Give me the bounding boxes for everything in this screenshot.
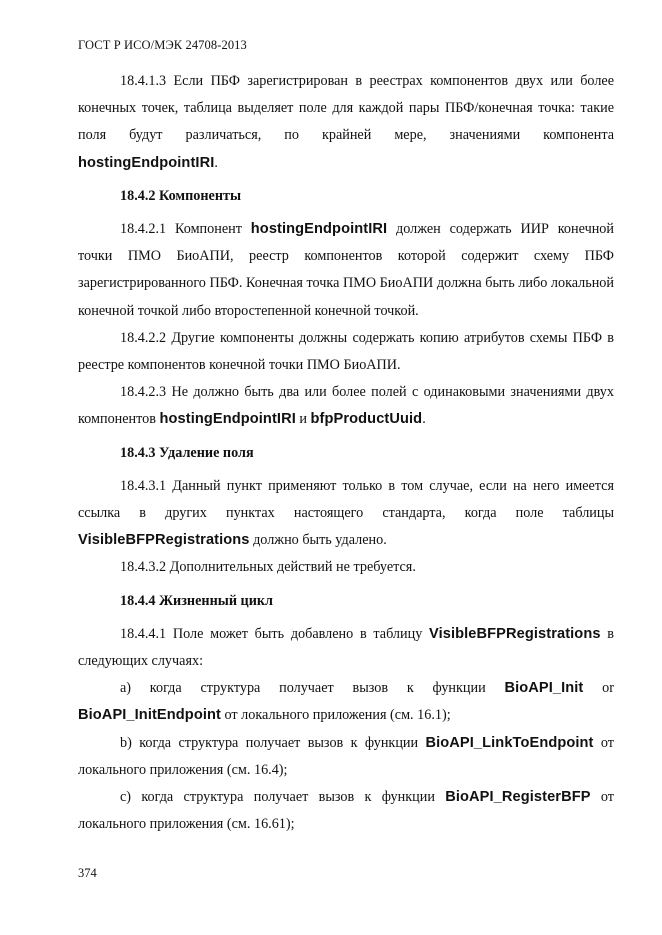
- code-term: hostingEndpointIRI: [159, 411, 296, 428]
- list-item-b: [78, 730, 614, 784]
- paragraph-text: 18.4.4.1 Поле может быть добавлено в таблицу: [120, 625, 430, 642]
- list-item-a: [78, 675, 614, 729]
- list-item-text: or: [583, 680, 614, 697]
- list-item-text: от локального приложения (см. 16.1);: [220, 707, 451, 724]
- paragraph-18-4-1-3: [78, 68, 614, 177]
- code-term: hostingEndpointIRI: [78, 154, 215, 171]
- list-item-text: b) когда структура получает вызов к функции: [120, 734, 426, 751]
- paragraph-text: должно быть удалено.: [249, 532, 387, 549]
- page-number: 374: [78, 866, 97, 880]
- list-item-c: [78, 784, 614, 838]
- code-term: BioAPI_InitEndpoint: [78, 707, 221, 724]
- code-term: BioAPI_Init: [504, 680, 584, 697]
- paragraph-18-4-3-1: [78, 473, 614, 555]
- code-term: VisibleBFPRegistrations: [429, 625, 601, 642]
- paragraph-18-4-3-2: 18.4.3.2 Дополнительных действий не требуется.: [120, 559, 416, 576]
- punctuation: .: [214, 154, 218, 171]
- code-term: VisibleBFPRegistrations: [78, 532, 250, 549]
- list-item-text: от локального приложения (см. 16.4);: [78, 734, 615, 778]
- code-term: hostingEndpointIRI: [250, 221, 388, 238]
- paragraph-18-4-2-2: 18.4.2.2 Другие компоненты должны содержать копию атрибутов схемы ПБФ в реестре компонентов конечной точки ПМО БиоАПИ.: [78, 329, 614, 374]
- paragraph-18-4-2-3: [78, 379, 614, 433]
- punctuation: .: [422, 411, 426, 428]
- running-header: ГОСТ Р ИСО/МЭК 24708-2013: [78, 38, 247, 52]
- list-item-text: c) когда структура получает вызов к функции: [120, 789, 446, 806]
- code-term: BioAPI_LinkToEndpoint: [425, 734, 594, 751]
- paragraph-text: 18.4.3.1 Данный пункт применяют только в том случае, если на него имеется ссылка в других пунктах настоящего стандарта, когда поле таблицы: [78, 477, 614, 522]
- code-term: bfpProductUuid: [310, 411, 423, 428]
- paragraph-text: должен содержать ИИР конечной точки ПМО БиоАПИ, реестр компонентов которой содержит схему ПБФ зарегистрированного ПБФ. Конечная точка ПМО БиоАПИ должна быть либо локальной конечной точкой либо второстепенной конечной точкой.: [78, 221, 614, 319]
- document-body: [78, 68, 614, 838]
- section-heading-18-4-2: 18.4.2 Компоненты: [120, 187, 242, 204]
- paragraph-text: 18.4.2.1 Компонент: [120, 221, 251, 238]
- list-item-text: a) когда структура получает вызов к функции: [120, 680, 505, 697]
- paragraph-18-4-4-1: [78, 621, 614, 675]
- list-item-text: от локального приложения (см. 16.61);: [78, 789, 614, 833]
- paragraph-text: 18.4.1.3 Если ПБФ зарегистрирован в реестрах компонентов двух или более конечных точек, таблица выделяет поле для каждой пары ПБФ/конечная точка: такие поля будут различаться, по крайней мере, значениями компонента: [78, 73, 614, 144]
- paragraph-text: и: [295, 411, 311, 428]
- paragraph-text: 18.4.2.3 Не должно быть два или более полей с одинаковыми значениями двух компонентов: [78, 384, 614, 428]
- code-term: BioAPI_RegisterBFP: [445, 789, 591, 806]
- section-heading-18-4-4: 18.4.4 Жизненный цикл: [120, 592, 274, 609]
- paragraph-text: в следующих случаях:: [78, 625, 614, 670]
- section-heading-18-4-3: 18.4.3 Удаление поля: [120, 444, 254, 461]
- paragraph-18-4-2-1: [78, 216, 614, 325]
